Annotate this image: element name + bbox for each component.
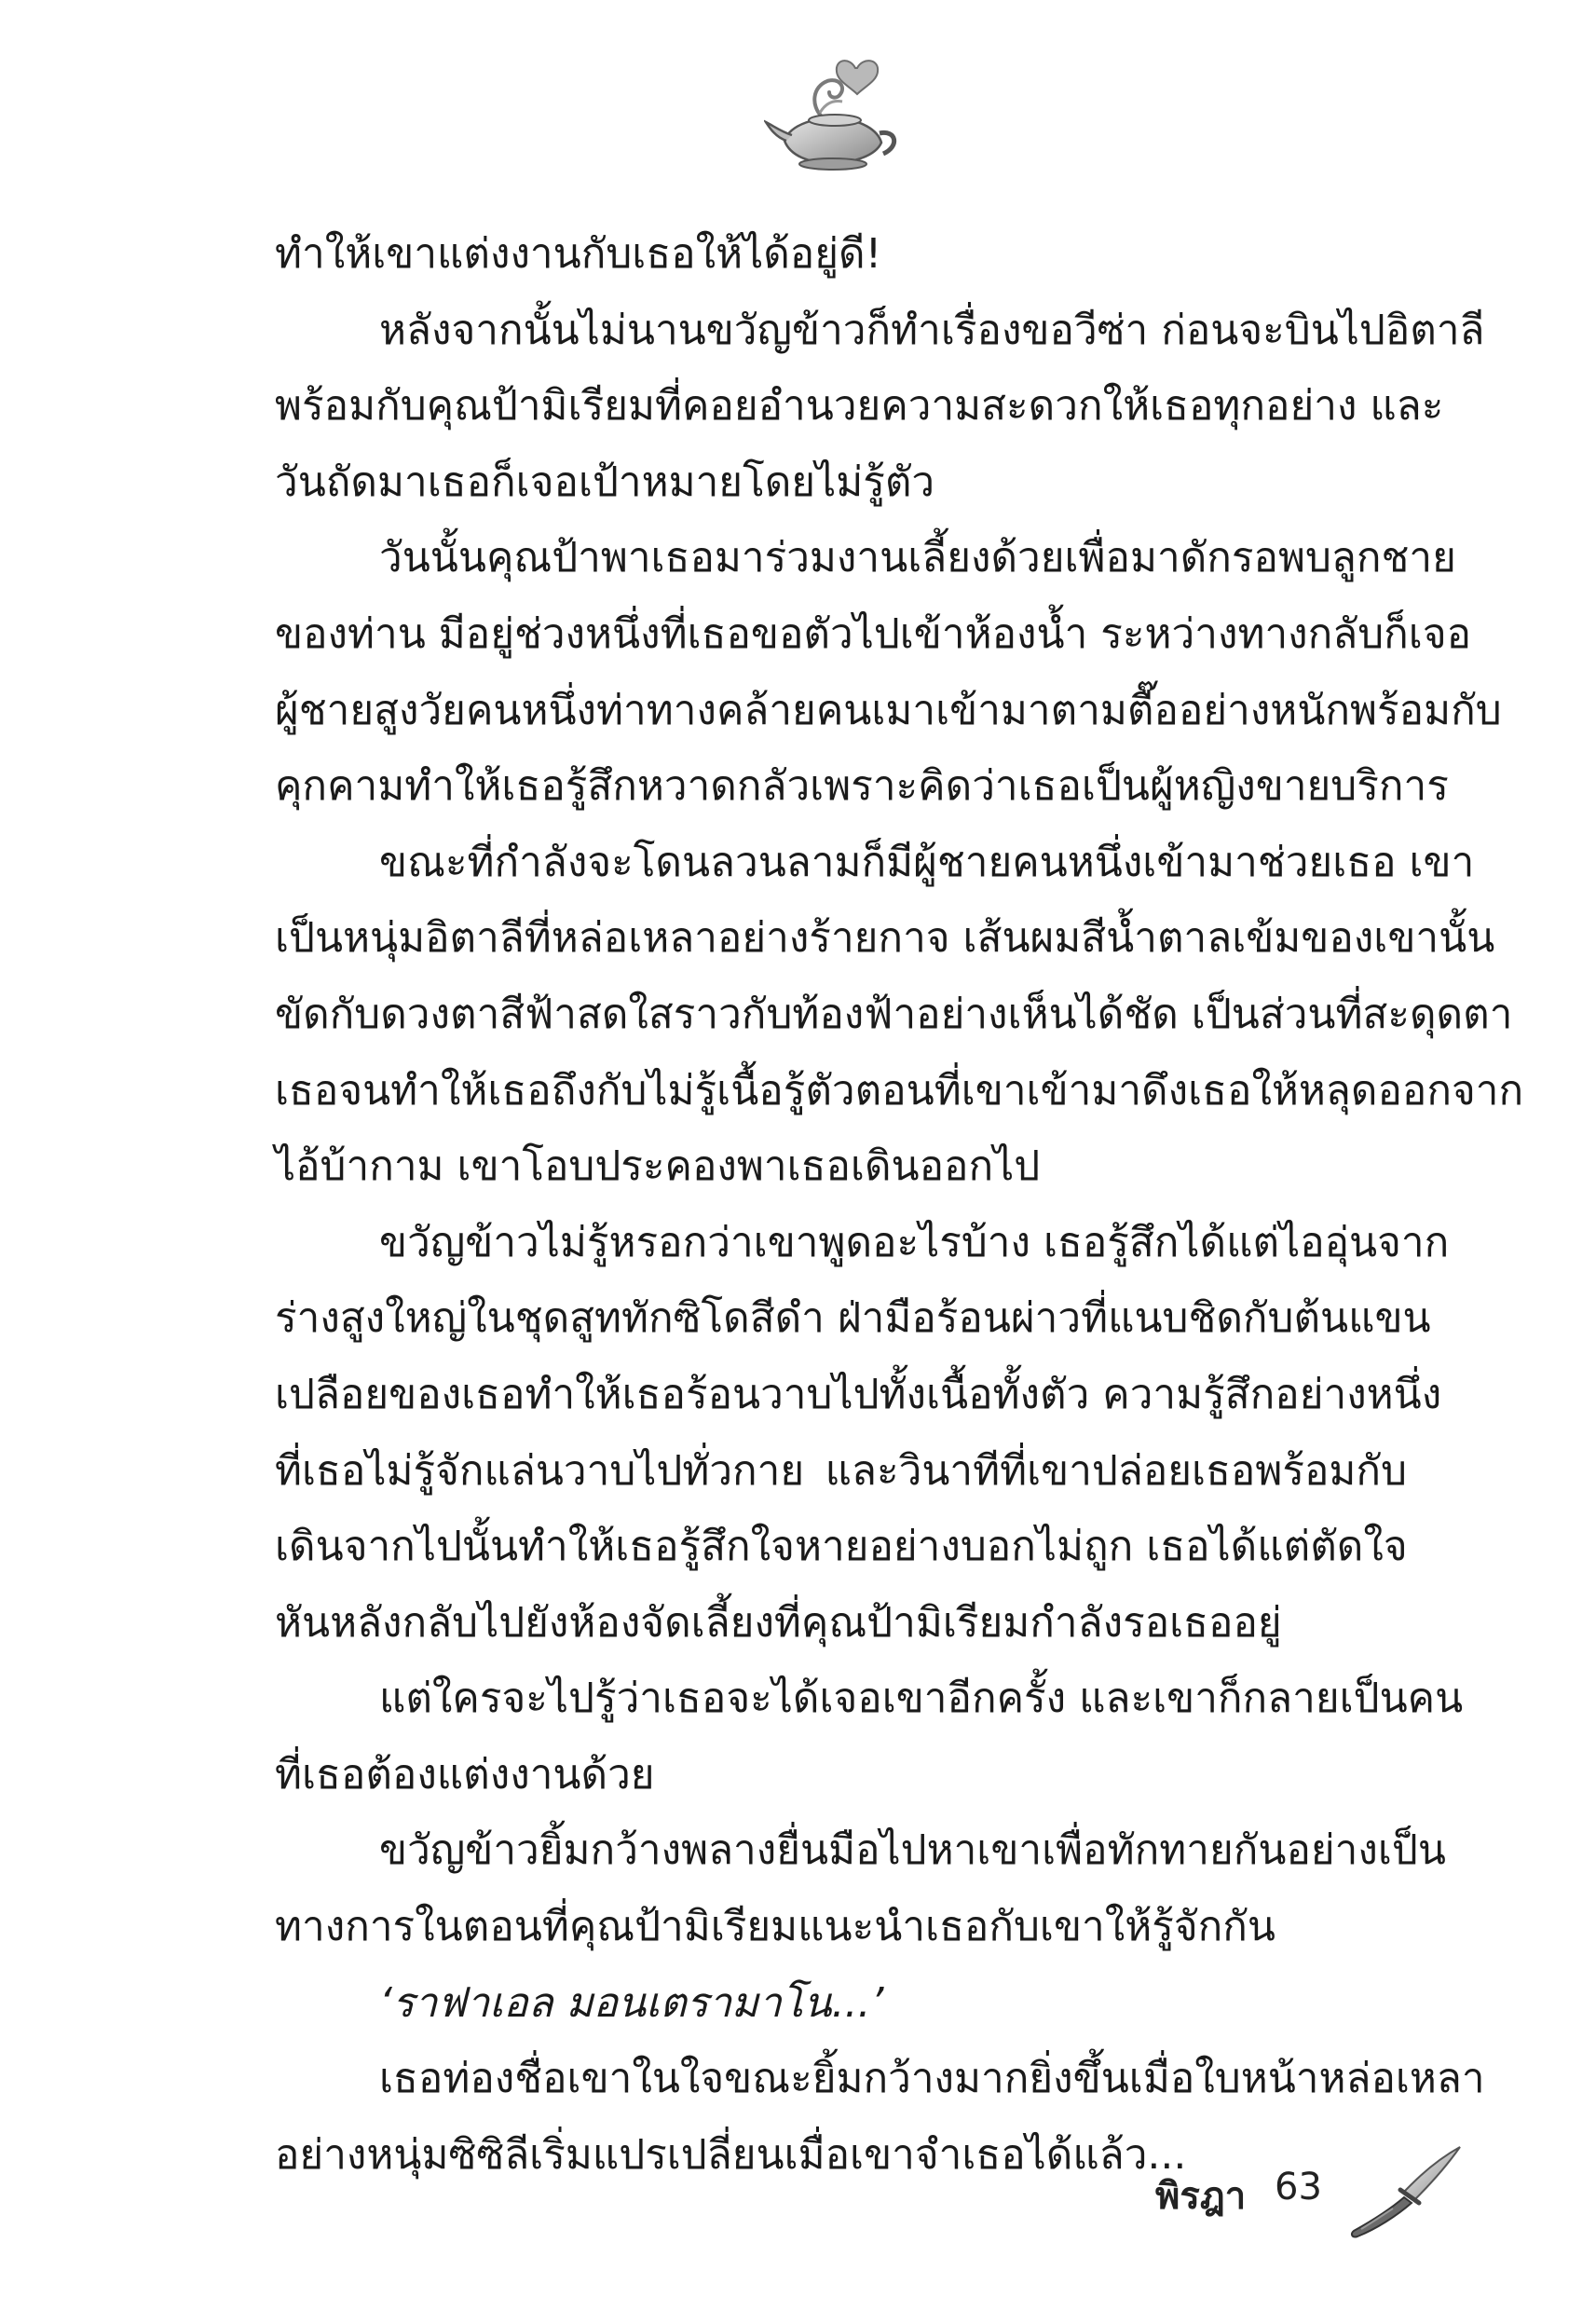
text-line: ขวัญข้าวไม่รู้หรอกว่าเขาพูดอะไรบ้าง เธอรู้สึกได้แต่ไออุ่นจาก [379,1218,1450,1266]
page-number: 63 [1275,2166,1322,2208]
text-line: เดินจากไปนั้นทำให้เธอรู้สึกใจหายอย่างบอกไม่ถูก เธอได้แต่ตัดใจ [275,1523,1408,1571]
text-line: ขัดกับดวงตาสีฟ้าสดใสราวกับท้องฟ้าอย่างเห็นได้ชัด เป็นส่วนที่สะดุดตา [275,990,1513,1038]
quoted-name-line: ‘ราฟาเอล มอนเตรามาโน...’ [379,1978,884,2027]
text-line: หันหลังกลับไปยังห้องจัดเลี้ยงที่คุณป้ามิเรียมกำลังรอเธออยู่ [275,1598,1282,1647]
knife-icon [1346,2143,1463,2241]
text-line: ทำให้เขาแต่งงานกับเธอให้ได้อยู่ดี! [275,230,882,278]
text-line: ที่เธอต้องแต่งงานด้วย [275,1750,655,1798]
text-line: วันถัดมาเธอก็เจอเป้าหมายโดยไม่รู้ตัว [275,458,935,506]
text-line: ขวัญข้าวยิ้มกว้างพลางยื่นมือไปหาเขาเพื่อทักทายกันอย่างเป็น [379,1826,1446,1875]
text-line: ขณะที่กำลังจะโดนลวนลามก็มีผู้ชายคนหนึ่งเข้ามาช่วยเธอ เขา [379,838,1475,886]
text-line: เป็นหนุ่มอิตาลีที่หล่อเหลาอย่างร้ายกาจ เส้นผมสีน้ำตาลเข้มของเขานั้น [275,914,1495,963]
text-line: วันนั้นคุณป้าพาเธอมาร่วมงานเลี้ยงด้วยเพื่อมาดักรอพบลูกชาย [379,534,1456,582]
text-line: ร่างสูงใหญ่ในชุดสูททักซิโดสีดำ ฝ่ามือร้อนผ่าวที่แนบชิดกับต้นแขน [275,1294,1431,1343]
text-line: ที่เธอไม่รู้จักแล่นวาบไปทั่วกาย และวินาทีที่เขาปล่อยเธอพร้อมกับ [275,1446,1407,1495]
page-footer [1155,2143,1463,2246]
text-line: ทางการในตอนที่คุณป้ามิเรียมแนะนำเธอกับเขาให้รู้จักกัน [275,1903,1276,1951]
text-line: พร้อมกับคุณป้ามิเรียมที่คอยอำนวยความสะดวกให้เธอทุกอย่าง และ [275,382,1444,431]
text-line: ผู้ชายสูงวัยคนหนึ่งท่าทางคล้ายคนเมาเข้ามาตามตื๊ออย่างหนักพร้อมกับ [275,686,1502,734]
text-line: เปลือยของเธอทำให้เธอร้อนวาบไปทั้งเนื้อทั้งตัว ความรู้สึกอย่างหนึ่ง [275,1370,1442,1418]
text-line: ไอ้บ้ากาม เขาโอบประคองพาเธอเดินออกไป [275,1142,1041,1191]
text-line: เธอท่องชื่อเขาในใจขณะยิ้มกว้างมากยิ่งขึ้นเมื่อใบหน้าหล่อเหลา [379,2055,1485,2103]
teapot-ornament-icon [764,51,904,172]
text-line: แต่ใครจะไปรู้ว่าเธอจะได้เจอเขาอีกครั้ง และเขาก็กลายเป็นคน [379,1675,1464,1723]
body-text [275,216,1524,2193]
text-line: เธอจนทำให้เธอถึงกับไม่รู้เนื้อรู้ตัวตอนที่เขาเข้ามาดึงเธอให้หลุดออกจาก [275,1066,1524,1114]
text-line: ของท่าน มีอยู่ช่วงหนึ่งที่เธอขอตัวไปเข้าห้องน้ำ ระหว่างทางกลับก็เจอ [275,609,1472,658]
text-line: อย่างหนุ่มซิซิลีเริ่มแปรเปลี่ยนเมื่อเขาจำเธอได้แล้ว... [275,2130,1187,2179]
text-line: คุกคามทำให้เธอรู้สึกหวาดกลัวเพราะคิดว่าเธอเป็นผู้หญิงขายบริการ [275,762,1449,811]
author-name: พิรฎา [1155,2175,1247,2218]
text-line: หลังจากนั้นไม่นานขวัญข้าวก็ทำเรื่องขอวีซ่า ก่อนจะบินไปอิตาลี [379,306,1485,354]
